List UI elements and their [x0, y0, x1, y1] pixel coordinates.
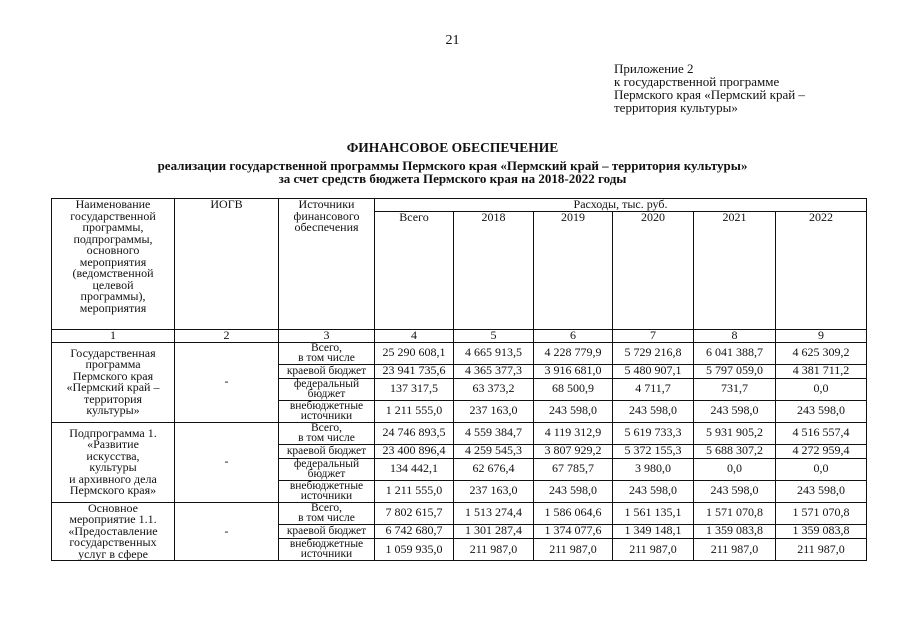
appendix-line: территория культуры»: [614, 100, 738, 115]
value-cell: 23 941 735,6: [375, 364, 454, 378]
row-iogv-cell: -: [175, 342, 279, 422]
value-cell: 23 400 896,4: [375, 444, 454, 458]
value-cell: 6 742 680,7: [375, 524, 454, 538]
appendix-line: Пермского края «Пермский край –: [614, 87, 805, 102]
header-row: [52, 199, 867, 212]
header-iogv: ИОГВ: [175, 199, 279, 330]
value-cell: 5 931 905,2: [694, 422, 776, 444]
value-cell: 68 500,9: [534, 378, 613, 400]
value-cell: 237 163,0: [454, 480, 534, 502]
appendix-line: к государственной программе: [614, 74, 780, 89]
value-cell: 1 211 555,0: [375, 480, 454, 502]
source-cell: краевой бюджет: [279, 524, 375, 538]
source-cell: внебюджетные источники: [279, 480, 375, 502]
table-row: [52, 422, 867, 444]
column-index: 3: [279, 330, 375, 343]
value-cell: 1 359 083,8: [776, 524, 867, 538]
value-cell: 0,0: [776, 378, 867, 400]
header-year: 2022: [776, 212, 867, 330]
value-cell: 211 987,0: [694, 538, 776, 560]
value-cell: 5 688 307,2: [694, 444, 776, 458]
column-index: 6: [534, 330, 613, 343]
header-year: 2019: [534, 212, 613, 330]
value-cell: 137 317,5: [375, 378, 454, 400]
financing-table: [51, 198, 867, 561]
source-cell: краевой бюджет: [279, 364, 375, 378]
value-cell: 211 987,0: [454, 538, 534, 560]
value-cell: 243 598,0: [534, 400, 613, 422]
value-cell: 4 381 711,2: [776, 364, 867, 378]
row-iogv-cell: -: [175, 422, 279, 502]
value-cell: 4 711,7: [613, 378, 694, 400]
value-cell: 1 059 935,0: [375, 538, 454, 560]
row-iogv-cell: -: [175, 502, 279, 561]
value-cell: 243 598,0: [613, 400, 694, 422]
value-cell: 62 676,4: [454, 458, 534, 480]
column-index: 4: [375, 330, 454, 343]
value-cell: 211 987,0: [613, 538, 694, 560]
value-cell: 0,0: [776, 458, 867, 480]
value-cell: 4 272 959,4: [776, 444, 867, 458]
value-cell: 1 561 135,1: [613, 502, 694, 524]
subtitle-line: реализации государственной программы Пермского края «Пермский край – территория культуры»: [157, 158, 748, 173]
column-index-row: [52, 330, 867, 343]
value-cell: 211 987,0: [776, 538, 867, 560]
header-name: Наименование государственной программы, подпрограммы, основного мероприятия (ведомственной целевой программы), мероприятия: [52, 199, 175, 330]
value-cell: 5 729 216,8: [613, 342, 694, 364]
value-cell: 7 802 615,7: [375, 502, 454, 524]
value-cell: 6 041 388,7: [694, 342, 776, 364]
value-cell: 4 259 545,3: [454, 444, 534, 458]
column-index: 7: [613, 330, 694, 343]
source-cell: краевой бюджет: [279, 444, 375, 458]
source-cell: федеральный бюджет: [279, 378, 375, 400]
value-cell: 243 598,0: [776, 400, 867, 422]
header-year: 2020: [613, 212, 694, 330]
source-cell: Всего, в том числе: [279, 422, 375, 444]
value-cell: 4 516 557,4: [776, 422, 867, 444]
value-cell: 243 598,0: [613, 480, 694, 502]
value-cell: 5 619 733,3: [613, 422, 694, 444]
value-cell: 134 442,1: [375, 458, 454, 480]
value-cell: 1 571 070,8: [694, 502, 776, 524]
column-index: 9: [776, 330, 867, 343]
row-name-cell: Основное мероприятие 1.1. «Предоставление государственных услуг в сфере: [52, 502, 175, 561]
value-cell: 4 228 779,9: [534, 342, 613, 364]
source-cell: Всего, в том числе: [279, 502, 375, 524]
document-title: ФИНАНСОВОЕ ОБЕСПЕЧЕНИЕ: [346, 140, 559, 155]
value-cell: 24 746 893,5: [375, 422, 454, 444]
source-cell: внебюджетные источники: [279, 538, 375, 560]
table-row: [52, 342, 867, 364]
header-expenses: Расходы, тыс. руб.: [375, 199, 867, 212]
value-cell: 3 916 681,0: [534, 364, 613, 378]
value-cell: 63 373,2: [454, 378, 534, 400]
value-cell: 1 359 083,8: [694, 524, 776, 538]
subtitle-line: за счет средств бюджета Пермского края на 2018-2022 годы: [278, 171, 627, 186]
column-index: 5: [454, 330, 534, 343]
value-cell: 1 301 287,4: [454, 524, 534, 538]
value-cell: 5 372 155,3: [613, 444, 694, 458]
header-total: Всего: [375, 212, 454, 330]
value-cell: 4 365 377,3: [454, 364, 534, 378]
value-cell: 67 785,7: [534, 458, 613, 480]
source-cell: внебюджетные источники: [279, 400, 375, 422]
header-year: 2018: [454, 212, 534, 330]
value-cell: 243 598,0: [694, 480, 776, 502]
column-index: 1: [52, 330, 175, 343]
value-cell: 211 987,0: [534, 538, 613, 560]
page-number: 21: [445, 33, 460, 48]
table-row: [52, 502, 867, 524]
document-subtitle: [0, 159, 905, 185]
value-cell: 243 598,0: [776, 480, 867, 502]
header-year: 2021: [694, 212, 776, 330]
value-cell: 1 571 070,8: [776, 502, 867, 524]
value-cell: 243 598,0: [694, 400, 776, 422]
value-cell: 731,7: [694, 378, 776, 400]
value-cell: 1 349 148,1: [613, 524, 694, 538]
value-cell: 5 797 059,0: [694, 364, 776, 378]
column-index: 8: [694, 330, 776, 343]
value-cell: 4 119 312,9: [534, 422, 613, 444]
value-cell: 25 290 608,1: [375, 342, 454, 364]
source-cell: Всего, в том числе: [279, 342, 375, 364]
value-cell: 4 665 913,5: [454, 342, 534, 364]
value-cell: 0,0: [694, 458, 776, 480]
row-name-cell: Государственная программа Пермского края «Пермский край – территория культуры»: [52, 342, 175, 422]
source-cell: федеральный бюджет: [279, 458, 375, 480]
appendix-line: Приложение 2: [614, 61, 694, 76]
value-cell: 3 807 929,2: [534, 444, 613, 458]
value-cell: 5 480 907,1: [613, 364, 694, 378]
value-cell: 4 625 309,2: [776, 342, 867, 364]
header-sources: Источники финансового обеспечения: [279, 199, 375, 330]
value-cell: 243 598,0: [534, 480, 613, 502]
value-cell: 3 980,0: [613, 458, 694, 480]
appendix-note: [614, 62, 805, 114]
value-cell: 1 211 555,0: [375, 400, 454, 422]
value-cell: 237 163,0: [454, 400, 534, 422]
row-name-cell: Подпрограмма 1. «Развитие искусства, культуры и архивного дела Пермского края»: [52, 422, 175, 502]
column-index: 2: [175, 330, 279, 343]
value-cell: 1 374 077,6: [534, 524, 613, 538]
value-cell: 1 586 064,6: [534, 502, 613, 524]
value-cell: 4 559 384,7: [454, 422, 534, 444]
value-cell: 1 513 274,4: [454, 502, 534, 524]
